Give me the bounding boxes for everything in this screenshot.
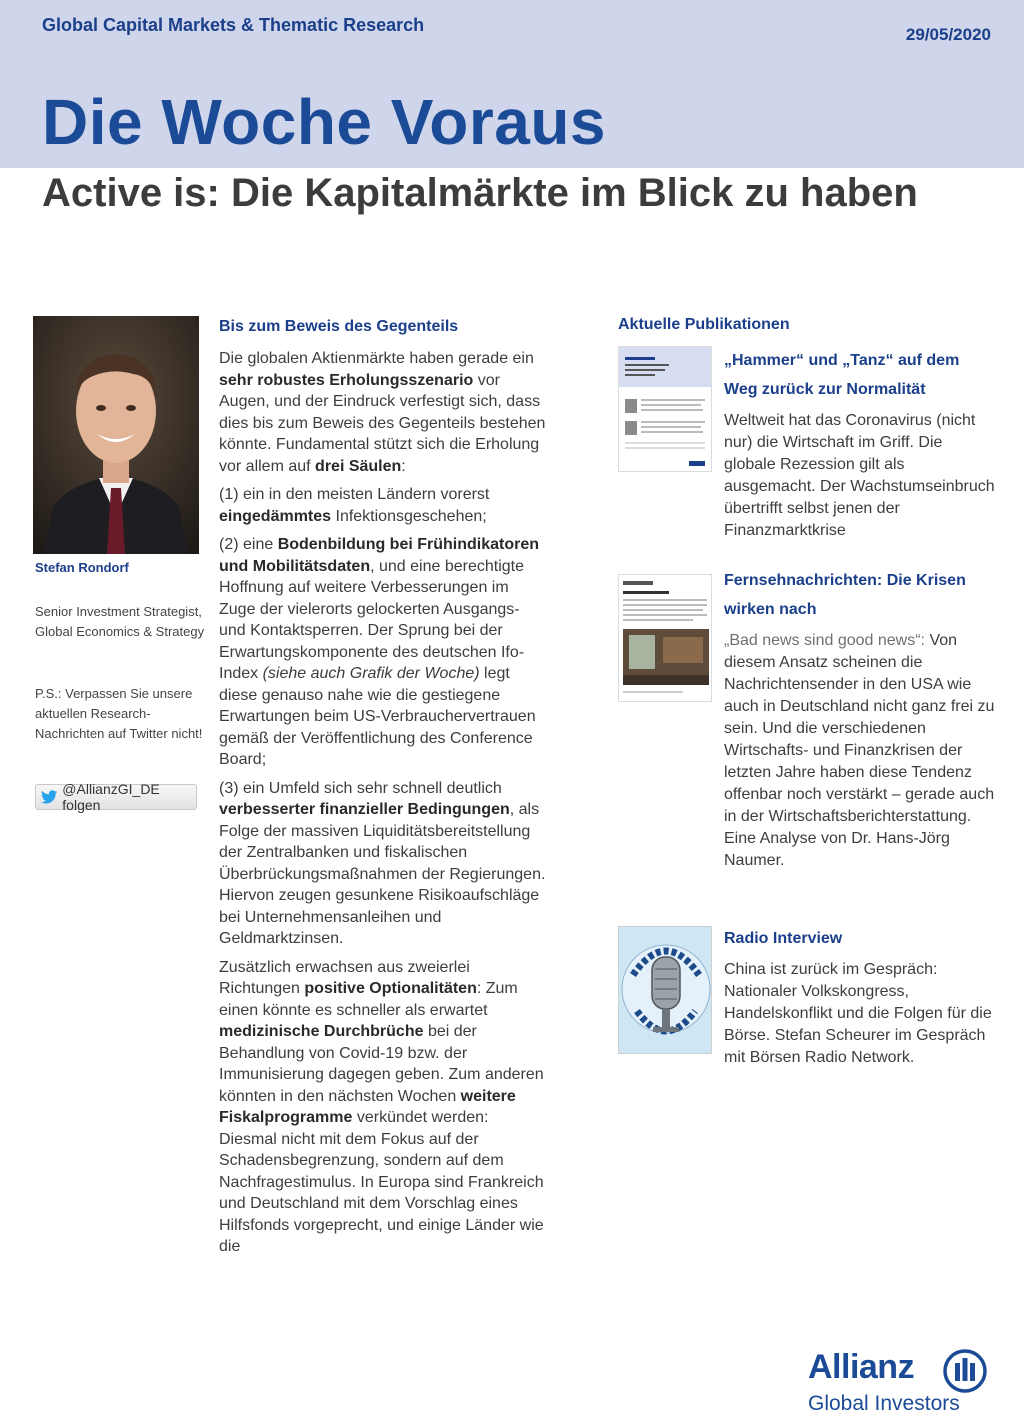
- publication-body: Weltweit hat das Coronavirus (nicht nur) die Wirtschaft im Griff. Die globale Rezession gilt als ausgemacht. Der Wachstumseinbruch übertrifft selbst jenen der Finanzmarktkrise: [724, 412, 995, 539]
- publication-text: [724, 346, 996, 540]
- publications-heading: Aktuelle Publikationen: [618, 316, 790, 333]
- author-ps: P.S.: Verpassen Sie unsere aktuellen Research-Nachrichten auf Twitter nicht!: [35, 686, 203, 741]
- page-subtitle: Active is: Die Kapitalmärkte im Blick zu haben: [42, 171, 918, 215]
- publication-item[interactable]: [618, 566, 998, 886]
- publication-thumbnail[interactable]: [618, 346, 712, 472]
- publication-item[interactable]: [618, 346, 998, 546]
- author-role: Senior Investment Strategist, Global Economics & Strategy: [35, 604, 205, 639]
- allianz-global-investors-logo: [808, 1348, 998, 1420]
- publication-thumbnail[interactable]: [618, 574, 712, 702]
- article-paragraph: (1) ein in den meisten Ländern vorerst eingedämmtes Infektionsgeschehen;: [219, 486, 490, 525]
- article: [219, 316, 549, 1348]
- author-photo: [33, 316, 199, 554]
- page-title: Die Woche Voraus: [42, 86, 606, 158]
- publication-body: „Bad news sind good news“: Von diesem Ansatz scheinen die Nachrichtensender in den USA wie auch in Deutschland nicht ganz frei zu sein. Und die verschiedenen Wirtschafts- und Finanzkrisen der letzten Jahre haben diese Tendenz offenbar noch verstärkt – gerade auch in der Wirtschaftsberichterstattung. Eine Analyse von Dr. Hans-Jörg Naumer.: [724, 632, 995, 869]
- twitter-bird-icon: [41, 790, 57, 804]
- publication-body-clip: [724, 410, 996, 540]
- publication-title[interactable]: Fernsehnachrichten: Die Krisen wirken nach: [724, 572, 966, 618]
- twitter-follow-label: @AllianzGI_DE folgen: [62, 781, 160, 813]
- article-paragraph: Zusätzlich erwachsen aus zweierlei Richtungen positive Optionalitäten: Zum einen könnte es schneller als erwartet medizinische Durchbrüche bei der Behandlung von Covid-19 bzw. der Immunisierung dagegen geben. Zum anderen könnten in den nächsten Wochen weitere Fiskalprogramme verkündet werden: Diesmal nicht mit dem Fokus auf der Schadensbegrenzung, sondern auf dem Nachfragestimulus. In Europa sind Frankreich und Deutschland mit dem Vorschlag eines Hilfsfonds vorgeprecht, und einige Länder wie die: [219, 958, 544, 1255]
- article-heading: Bis zum Beweis des Gegenteils: [219, 318, 459, 335]
- publication-title[interactable]: „Hammer“ und „Tanz“ auf dem Weg zurück zur Normalität: [724, 352, 960, 398]
- article-body: [219, 348, 549, 1348]
- article-paragraph: Die globalen Aktienmärkte haben gerade ein sehr robustes Erholungsszenario vor Augen, und der Eindruck verfestigt sich, dass dies bis zum Beweis des Gegenteils bestehen könnte. Fundamental stützt sich die Erholung vor allem auf drei Säulen:: [219, 350, 546, 475]
- author-name: Stefan Rondorf: [35, 560, 129, 575]
- publication-body: China ist zurück im Gespräch: Nationaler Volkskongress, Handelskonflikt und die Folgen für die Börse. Stefan Scheurer im Gespräch mit Börsen Radio Network.: [724, 961, 992, 1066]
- brand-line: Global Capital Markets & Thematic Research: [42, 15, 425, 35]
- publication-date: 29/05/2020: [905, 25, 991, 44]
- publication-title[interactable]: Radio Interview: [724, 930, 843, 947]
- publication-item[interactable]: [618, 924, 998, 1104]
- publication-text: [724, 566, 996, 872]
- article-paragraph: (3) ein Umfeld sich sehr schnell deutlich verbesserter finanzieller Bedingungen, als Folge der massiven Liquiditätsbereitstellung der Zentralbanken und fiskalischen Überbrückungsmaßnahmen der Regierungen. Hiervon zeugen gesunkene Risikoaufschläge bei Unternehmensanleihen und Geldmarktzinsen.: [219, 779, 546, 947]
- article-paragraph: (2) eine Bodenbildung bei Frühindikatoren und Mobilitätsdaten, und eine berechtigte Hoffnung auf weitere Verbesserungen im Zuge der vielerorts gelockerten Ausgangs- und Kontaktsperren. Der Sprung bei der Erwartungskomponente des deutschen Ifo-Index (siehe auch Grafik der Woche) legt diese genauso nahe wie die gestiegene Erwartungen beim US-Verbrauchervertrauen gemäß der Veröffentlichung des Conference Board;: [219, 536, 540, 768]
- radio-microphone-icon: [619, 927, 712, 1054]
- twitter-follow-button[interactable]: [35, 781, 197, 813]
- allianz-eagle-icon: [943, 1349, 987, 1393]
- logo-wordmark: Allianz: [808, 1348, 915, 1386]
- logo-subline: Global Investors: [808, 1392, 960, 1415]
- publication-text: [724, 924, 996, 1069]
- radio-network-thumbnail[interactable]: [618, 926, 712, 1054]
